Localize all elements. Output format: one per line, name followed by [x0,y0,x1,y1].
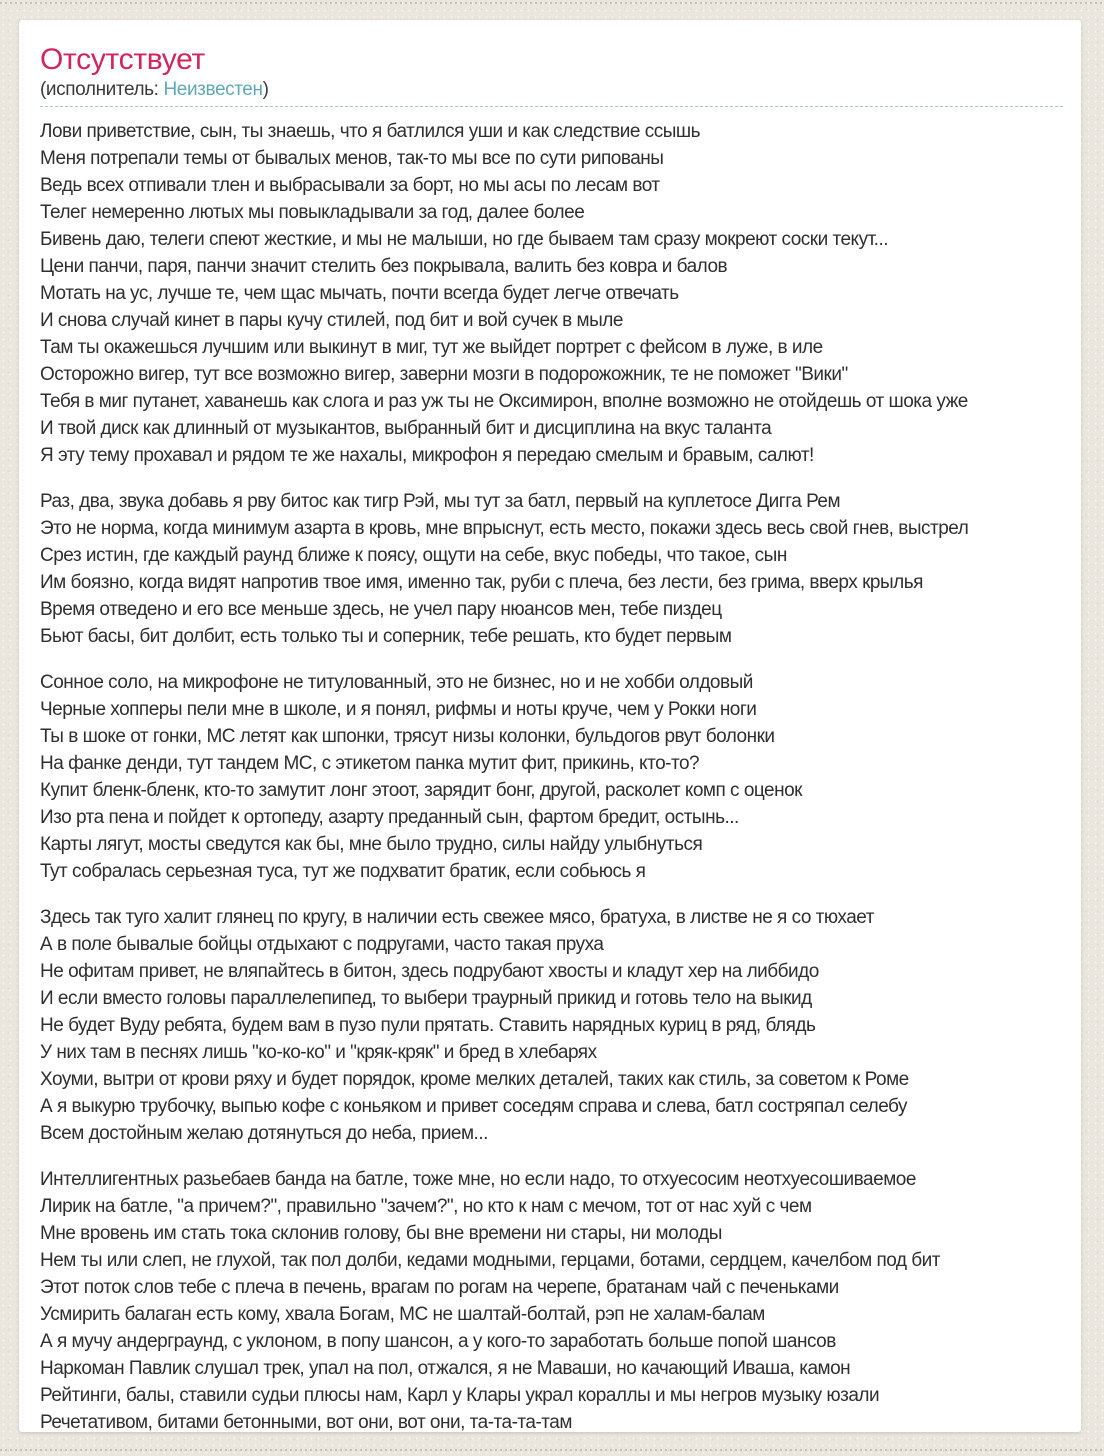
lyric-line: А в поле бывалые бойцы отдыхают с подругами, часто такая пруха [40,934,604,955]
stanza [40,669,1063,885]
lyric-line: И если вместо головы параллелепипед, то выбери траурный прикид и готовь тело на выкид [40,988,812,1009]
lyric-line: А я выкурю трубочку, выпью кофе с коньяком и привет соседям справа и слева, батл состряпал селебу [40,1096,908,1117]
lyric-line: Не офитам привет, не вляпайтесь в битон, здесь подрубают хвосты и кладут хер на либбидо [40,961,819,982]
lyric-line: Лирик на батле, "а причем?", правильно "зачем?", но кто к нам с мечом, тот от нас хуй с чем [40,1196,812,1217]
lyric-line: Хоуми, вытри от крови ряху и будет порядок, кроме мелких деталей, таких как стиль, за советом к Роме [40,1069,909,1090]
lyric-line: Черные хопперы пели мне в школе, и я понял, рифмы и ноты круче, чем у Рокки ноги [40,699,757,720]
artist-link[interactable]: Неизвестен [163,79,263,100]
lyric-line: У них там в песнях лишь "ко-ко-ко" и "кряк-кряк" и бред в хлебарях [40,1042,597,1063]
lyric-line: И снова случай кинет в пары кучу стилей, под бит и вой сучек в мыле [40,310,623,331]
lyric-line: Бьют басы, бит долбит, есть только ты и соперник, тебе решать, кто будет первым [40,626,732,647]
lyric-line: Осторожно вигер, тут все возможно вигер, заверни мозги в подорожожник, те не поможет "Вики" [40,364,848,385]
lyric-line: Меня потрепали темы от бывалых менов, так-то мы все по сути рипованы [40,148,664,169]
lyric-line: Не будет Вуду ребята, будем вам в пузо пули прятать. Ставить нарядных куриц в ряд, блядь [40,1015,816,1036]
lyric-line: Мотать на ус, лучше те, чем щас мычать, почти всегда будет легче отвечать [40,283,679,304]
lyric-line: Речетативом, битами бетонными, вот они, вот они, та-та-та-там [40,1412,572,1432]
page-top-dotted-border [0,2,1104,4]
lyric-line: Я эту тему прохавал и рядом те же нахалы, микрофон я передаю смелым и бравым, салют! [40,445,814,466]
stanza [40,118,1063,469]
lyric-line: Здесь так туго халит глянец по кругу, в наличии есть свежее мясо, братуха, в листве не я со тюхает [40,907,874,928]
lyric-line: Усмирить балаган есть кому, хвала Богам, MC не шалтай-болтай, рэп не халам-балам [40,1304,765,1325]
lyric-line: Бивень даю, телеги спеют жесткие, и мы не малыши, но где бываем там сразу мокреют соски текут... [40,229,888,250]
lyric-line: Это не норма, когда минимум азарта в кровь, мне впрыснут, есть место, покажи здесь весь свой гнев, выстрел [40,518,969,539]
lyric-line: Срез истин, где каждый раунд ближе к поясу, ощути на себе, вкус победы, что такое, сын [40,545,787,566]
lyric-line: Раз, два, звука добавь я рву битос как тигр Рэй, мы тут за батл, первый на куплетосе Дигга Рем [40,491,841,512]
lyric-line: Карты лягут, мосты сведутся как бы, мне было трудно, силы найду улыбнуться [40,834,703,855]
lyric-line: Нем ты или слеп, не глухой, так пол долби, кедами модными, герцами, ботами, сердцем, качелбом под бит [40,1250,940,1271]
lyric-line: Лови приветствие, сын, ты знаешь, что я батлился уши и как следствие ссышь [40,121,701,142]
stanza [40,904,1063,1147]
page-bottom-dotted-border [0,1449,1104,1451]
lyric-line: Мне вровень им стать тока склонив голову, бы вне времени ни стары, ни молоды [40,1223,722,1244]
lyric-line: Интеллигентных разьебаев банда на батле, тоже мне, но если надо, то отхуесосим неотхуесошиваемое [40,1169,916,1190]
stanza [40,1166,1063,1432]
lyric-line: Им боязно, когда видят напротив твое имя, именно так, руби с плеча, без лести, без грима, вверх крылья [40,572,923,593]
lyrics-card [19,20,1081,1432]
lyric-line: Время отведено и его все меньше здесь, не учел пару нюансов мен, тебе пиздец [40,599,722,620]
lyric-line: Этот поток слов тебе с плеча в печень, врагам по рогам на черепе, братанам чай с печеньками [40,1277,839,1298]
lyric-line: А я мучу андерграунд, с уклоном, в попу шансон, а у кого-то заработать больше попой шансов [40,1331,836,1352]
lyrics [40,118,1063,1432]
lyric-line: Тут собралась серьезная туса, тут же подхватит братик, если собьюсь я [40,861,646,882]
lyric-line: И твой диск как длинный от музыкантов, выбранный бит и дисциплина на вкус таланта [40,418,772,439]
artist-row [40,78,1063,107]
lyric-line: Сонное соло, на микрофоне не титулованный, это не бизнес, но и не хобби олдовый [40,672,753,693]
lyric-line: Ты в шоке от гонки, MC летят как шпонки, трясут низы колонки, бульдогов рвут болонки [40,726,775,747]
lyric-line: Рейтинги, балы, ставили судьи плюсы нам, Карл у Клары украл кораллы и мы негров музыку юзали [40,1385,880,1406]
stanza [40,488,1063,650]
lyric-line: Купит бленк-бленк, кто-то замутит лонг этоот, зарядит бонг, другой, расколет комп с оценок [40,780,802,801]
song-title: Отсутствует [40,43,205,76]
lyric-line: Тебя в миг путанет, хаванешь как слога и раз уж ты не Оксимирон, вполне возможно не отойдешь от шока уже [40,391,968,412]
lyric-line: На фанке денди, тут тандем MC, с этикетом панка мутит фит, прикинь, кто-то? [40,753,700,774]
lyric-line: Ведь всех отпивали тлен и выбрасывали за борт, но мы асы по лесам вот [40,175,660,196]
lyric-line: Там ты окажешься лучшим или выкинут в миг, тут же выйдет портрет с фейсом в луже, в иле [40,337,823,358]
artist-label-suffix: ) [262,79,269,100]
lyric-line: Изо рта пена и пойдет к ортопеду, азарту преданный сын, фартом бредит, остынь... [40,807,739,828]
lyric-line: Цени панчи, паря, панчи значит стелить без покрывала, валить без ковра и балов [40,256,728,277]
artist-label-prefix: (исполнитель: [40,79,164,100]
lyric-line: Телег немеренно лютых мы повыкладывали за год, далее более [40,202,585,223]
lyric-line: Всем достойным желаю дотянуться до неба, прием... [40,1123,488,1144]
lyric-line: Наркоман Павлик слушал трек, упал на пол, отжался, я не Маваши, но качающий Иваша, камон [40,1358,851,1379]
